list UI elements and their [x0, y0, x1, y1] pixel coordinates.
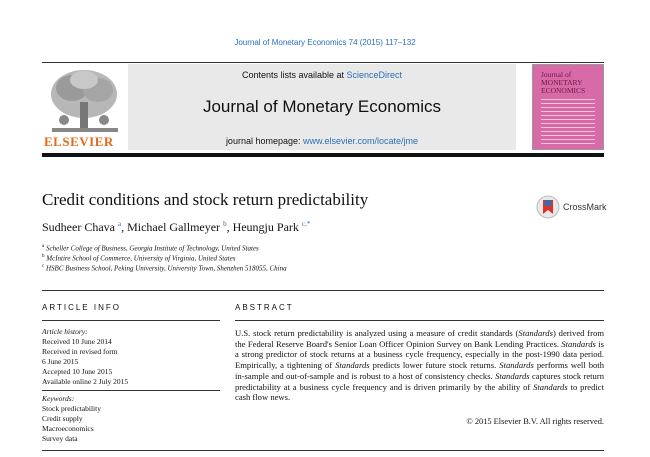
keyword-item: Survey data: [42, 434, 78, 443]
journal-masthead: [128, 64, 516, 150]
footer-rule: [42, 450, 604, 451]
journal-homepage-link[interactable]: www.elsevier.com/locate/jme: [303, 136, 419, 146]
history-entry: 6 June 2015: [42, 357, 79, 366]
journal-citation[interactable]: Journal of Monetary Economics 74 (2015) 117–132: [234, 38, 416, 47]
article-history: [42, 327, 220, 387]
section-separator-rule: [42, 290, 604, 291]
affiliation-text: HSBC Business School, Peking University, University Town, Shenzhen 518055, China: [45, 264, 287, 273]
homepage-prefix: journal homepage:: [225, 136, 303, 146]
history-label: Article history:: [42, 327, 88, 336]
journal-homepage-line: [128, 136, 516, 146]
history-entry: Accepted 10 June 2015: [42, 367, 113, 376]
keyword-item: Credit supply: [42, 414, 83, 423]
article-info-heading: ARTICLE INFO: [42, 303, 121, 312]
author-separator: ,: [226, 220, 233, 234]
author-name: Michael Gallmeyer: [127, 220, 221, 234]
elsevier-wordmark: ELSEVIER: [44, 134, 114, 149]
affiliation-line: [42, 264, 287, 272]
author-name: Sudheer Chava: [42, 220, 115, 234]
journal-cover-thumbnail[interactable]: [532, 64, 604, 150]
history-entry: Available online 2 July 2015: [42, 377, 129, 386]
cover-text-lines: [541, 99, 595, 147]
crossmark-icon[interactable]: [536, 195, 560, 219]
crossmark-label[interactable]: CrossMark: [563, 202, 607, 212]
author-affiliation-marker[interactable]: a: [117, 220, 122, 228]
keyword-item: Stock predictability: [42, 404, 101, 413]
keyword-item: Macroeconomics: [42, 424, 94, 433]
author-affiliation-marker[interactable]: b: [223, 220, 227, 228]
affiliation-marker: a: [42, 244, 45, 249]
author-affiliation-marker[interactable]: c,*: [301, 220, 311, 228]
keywords-block: [42, 394, 220, 444]
sciencedirect-link[interactable]: ScienceDirect: [346, 70, 403, 80]
abstract-rule: [235, 320, 604, 321]
journal-name: Journal of Monetary Economics: [202, 97, 442, 116]
article-title: Credit conditions and stock return predictability: [42, 190, 369, 209]
affiliation-line: [42, 254, 235, 262]
affiliation-marker: b: [42, 254, 45, 259]
abstract-heading: ABSTRACT: [235, 303, 294, 312]
affiliation-text: McIntire School of Commerce, University of Virginia, United States: [46, 254, 236, 263]
affiliation-line: [42, 244, 259, 252]
abstract-text: U.S. stock return predictability is analyzed using a measure of credit standards (Standards) derived from the Federal Reserve Board's Senior Loan Officer Opinion Survey on Bank Lending Practices. Standards is a strong predictor of stock returns at a business cycle frequency, especially in the post-1990 data period. Empirically, a tightening of Standards predicts lower future stock returns. Standards performs well both in-sample and out-of-sample and is robust to a host of consistency checks. Standards captures stock return predictability at a business cycle frequency and is driven primarily by the ability of Standards to predict cash flow news.: [235, 328, 604, 403]
author-name: Heungju Park: [232, 220, 299, 234]
article-info-rule: [42, 320, 220, 321]
cover-title: Journal of MONETARY ECONOMICS: [541, 70, 586, 95]
affiliation-text: Scheller College of Business, Georgia Institute of Technology, United States: [45, 244, 259, 253]
history-entry: Received 10 June 2014: [42, 337, 112, 346]
header-bottom-rule: [42, 153, 604, 157]
contents-available-line: [128, 70, 516, 80]
author-list: [42, 220, 310, 235]
history-entry: Received in revised form: [42, 347, 118, 356]
author-separator: ,: [121, 220, 128, 234]
header-top-rule: [42, 62, 604, 63]
copyright-notice: © 2015 Elsevier B.V. All rights reserved.: [466, 417, 604, 426]
affiliation-marker: c: [42, 264, 45, 269]
contents-prefix: Contents lists available at: [241, 70, 347, 80]
history-rule: [42, 390, 220, 391]
keywords-label: Keywords:: [42, 394, 75, 403]
